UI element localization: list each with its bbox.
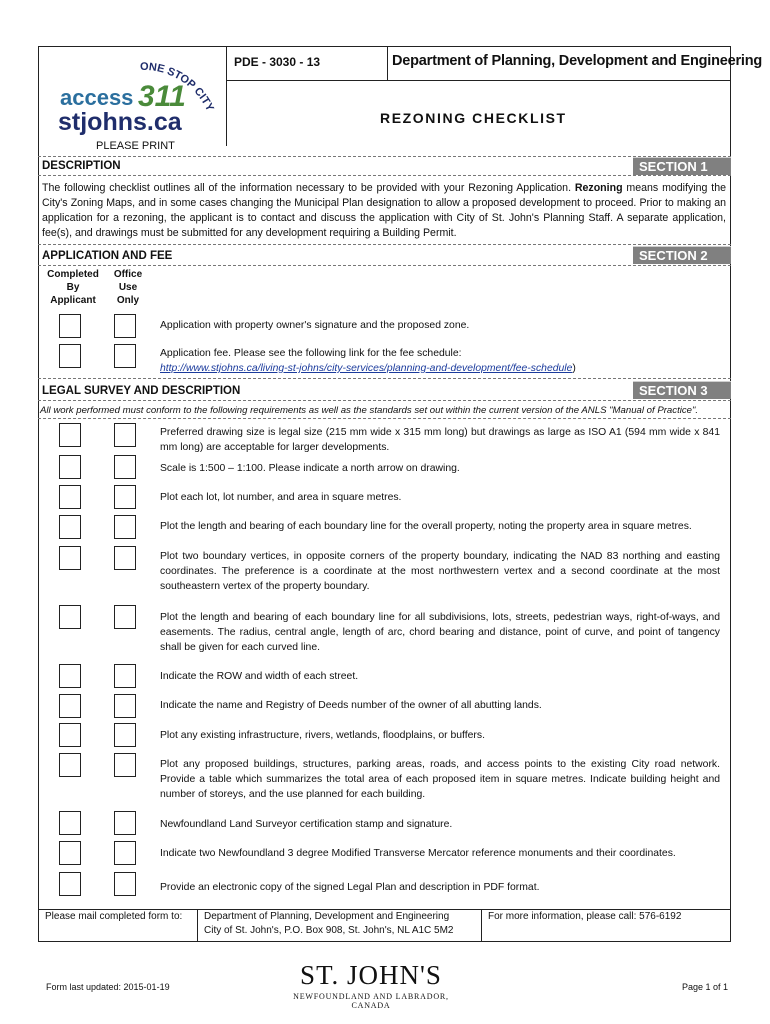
- office-checkbox[interactable]: [114, 664, 136, 688]
- office-checkbox[interactable]: [114, 694, 136, 718]
- applicant-checkbox[interactable]: [59, 423, 81, 447]
- office-checkbox[interactable]: [114, 314, 136, 338]
- applicant-checkbox[interactable]: [59, 605, 81, 629]
- checklist-item: Indicate the name and Registry of Deeds number of the owner of all abutting lands.: [160, 700, 542, 711]
- office-checkbox[interactable]: [114, 605, 136, 629]
- please-print-label: PLEASE PRINT: [96, 140, 175, 152]
- applicant-checkbox[interactable]: [59, 455, 81, 479]
- logo-domain-text: stjohns.ca: [58, 108, 182, 136]
- applicant-checkbox[interactable]: [59, 753, 81, 777]
- checklist-item: Indicate two Newfoundland 3 degree Modified Transverse Mercator reference monuments and their coordinates.: [160, 848, 676, 859]
- address-line: Department of Planning, Development and Engineering: [204, 911, 450, 922]
- fee-schedule-link[interactable]: http://www.stjohns.ca/living-st-johns/city-services/planning-and-development/fee-schedule: [160, 363, 573, 374]
- applicant-checkbox[interactable]: [59, 811, 81, 835]
- col-head-line: By: [66, 282, 80, 293]
- mailing-address: [204, 910, 454, 938]
- logo-arc-text: ONE STOP CITY: [139, 60, 216, 114]
- section-divider: [38, 244, 731, 245]
- section-divider: [38, 378, 731, 379]
- office-checkbox[interactable]: [114, 723, 136, 747]
- office-checkbox[interactable]: [114, 423, 136, 447]
- header-divider: [226, 80, 731, 81]
- mail-label: Please mail completed form to:: [45, 911, 183, 922]
- checklist-item: Plot any proposed buildings, structures, parking areas, roads, and access points to the existing City road network. Provide a table which summarizes the total area of each proposed item in square metres. Indicate building height and number of storeys, and the use planned for each building.: [160, 759, 720, 800]
- page-number: Page 1 of 1: [682, 982, 729, 992]
- checklist-item: Plot two boundary vertices, in opposite corners of the property boundary, indicating the NAD 83 northing and easting coordinates. The preference is a coordinate at the most northwestern vertex and a second coordinate at the most southeastern vertex of the property boundary.: [160, 551, 720, 592]
- applicant-checkbox[interactable]: [59, 872, 81, 896]
- link-close-paren: ): [572, 363, 576, 374]
- section-divider: [38, 175, 731, 176]
- checklist-item: Plot the length and bearing of each boundary line for the overall property, noting the property area in square metres.: [160, 521, 692, 532]
- section-divider: [38, 156, 731, 157]
- checklist-item: Newfoundland Land Surveyor certification stamp and signature.: [160, 819, 453, 830]
- form-code: PDE - 3030 - 13: [234, 55, 321, 69]
- checklist-item: [160, 346, 720, 376]
- office-checkbox[interactable]: [114, 546, 136, 570]
- applicant-checkbox[interactable]: [59, 664, 81, 688]
- section-divider: [38, 400, 731, 401]
- section1-description: [42, 181, 726, 241]
- intro-text: The following checklist outlines all of the information necessary to be provided with your Rezoning Application.: [42, 182, 575, 194]
- checklist-item: Plot each lot, lot number, and area in square metres.: [160, 492, 402, 503]
- checklist-item: Preferred drawing size is legal size (215 mm wide x 315 mm long) but drawings as large as ISO A1 (594 mm wide x 841 mm long) are acceptable for larger developments.: [160, 427, 720, 453]
- section1-badge: SECTION 1: [633, 157, 731, 175]
- office-checkbox[interactable]: [114, 485, 136, 509]
- fee-text: Application fee. Please see the following link for the fee schedule:: [160, 348, 462, 359]
- applicant-checkbox[interactable]: [59, 485, 81, 509]
- office-checkbox[interactable]: [114, 872, 136, 896]
- col-head-line: Only: [116, 295, 140, 306]
- col-head-line: Completed: [47, 269, 99, 280]
- checklist-item: Scale is 1:500 – 1:100. Please indicate a north arrow on drawing.: [160, 463, 460, 474]
- checklist-item: Indicate the ROW and width of each street.: [160, 671, 359, 682]
- applicant-checkbox[interactable]: [59, 344, 81, 368]
- col-head-office: [108, 268, 148, 307]
- applicant-checkbox[interactable]: [59, 546, 81, 570]
- section-divider: [38, 418, 731, 419]
- section-divider: [38, 265, 731, 266]
- department-name: Department of Planning, Development and Engineering: [392, 53, 763, 69]
- col-head-applicant: [42, 268, 104, 307]
- header-divider: [387, 46, 388, 80]
- checklist-item: Plot any existing infrastructure, rivers, wetlands, floodplains, or buffers.: [160, 730, 485, 741]
- section2-badge: SECTION 2: [633, 246, 731, 264]
- access311-logo: [52, 48, 222, 140]
- section1-heading: DESCRIPTION: [42, 160, 121, 172]
- city-logo-subtitle: NEWFOUNDLAND AND LABRADOR, CANADA: [293, 992, 449, 1010]
- applicant-checkbox[interactable]: [59, 723, 81, 747]
- applicant-checkbox[interactable]: [59, 515, 81, 539]
- office-checkbox[interactable]: [114, 753, 136, 777]
- city-logo: [276, 960, 466, 1010]
- applicant-checkbox[interactable]: [59, 841, 81, 865]
- applicant-checkbox[interactable]: [59, 314, 81, 338]
- logo-access-text: access: [60, 85, 134, 110]
- footer-divider: [481, 909, 482, 942]
- section3-heading: LEGAL SURVEY AND DESCRIPTION: [42, 385, 241, 397]
- checklist-item: Plot the length and bearing of each boundary line for all subdivisions, lots, streets, pedestrian ways, right-of-ways, and easements. The radius, central angle, length of arc, chord bearing and distance, point of curve, and point of tangency shall be given for each curved line.: [160, 612, 720, 653]
- checklist-item: Provide an electronic copy of the signed Legal Plan and description in PDF format.: [160, 882, 540, 893]
- office-checkbox[interactable]: [114, 455, 136, 479]
- office-checkbox[interactable]: [114, 841, 136, 865]
- col-head-line: Office: [113, 269, 143, 280]
- col-head-line: Use: [118, 282, 138, 293]
- city-logo-text: ST. JOHN'S: [300, 960, 442, 990]
- header-divider: [226, 46, 227, 146]
- intro-text-cont: means modifying the City's Zoning Maps, and in some cases changing the Municipal Plan designation to allow a proposed development to proceed. Prior to making an application for a rezoning, the applicant is to contact and discuss the application with City of St. John's Planning Staff. A separate application, fee(s), and drawings must be submitted for any development requiring a Building Permit.: [42, 182, 726, 239]
- form-updated-date: Form last updated: 2015-01-19: [46, 982, 170, 992]
- office-checkbox[interactable]: [114, 515, 136, 539]
- footer-divider: [197, 909, 198, 942]
- section3-badge: SECTION 3: [633, 381, 731, 399]
- contact-info: For more information, please call: 576-6192: [488, 911, 682, 922]
- logo-311-text: 311: [138, 80, 186, 113]
- col-head-line: Applicant: [50, 295, 96, 306]
- office-checkbox[interactable]: [114, 811, 136, 835]
- applicant-checkbox[interactable]: [59, 694, 81, 718]
- page-title: REZONING CHECKLIST: [380, 110, 567, 126]
- address-line: City of St. John's, P.O. Box 908, St. John's, NL A1C 5M2: [204, 925, 454, 936]
- section2-heading: APPLICATION AND FEE: [42, 250, 173, 262]
- checklist-item: Application with property owner's signature and the proposed zone.: [160, 320, 470, 331]
- intro-bold: Rezoning: [574, 182, 623, 194]
- office-checkbox[interactable]: [114, 344, 136, 368]
- standards-note: All work performed must conform to the following requirements as well as the standards set out within the current version of the ANLS "Manual of Practice".: [40, 405, 699, 416]
